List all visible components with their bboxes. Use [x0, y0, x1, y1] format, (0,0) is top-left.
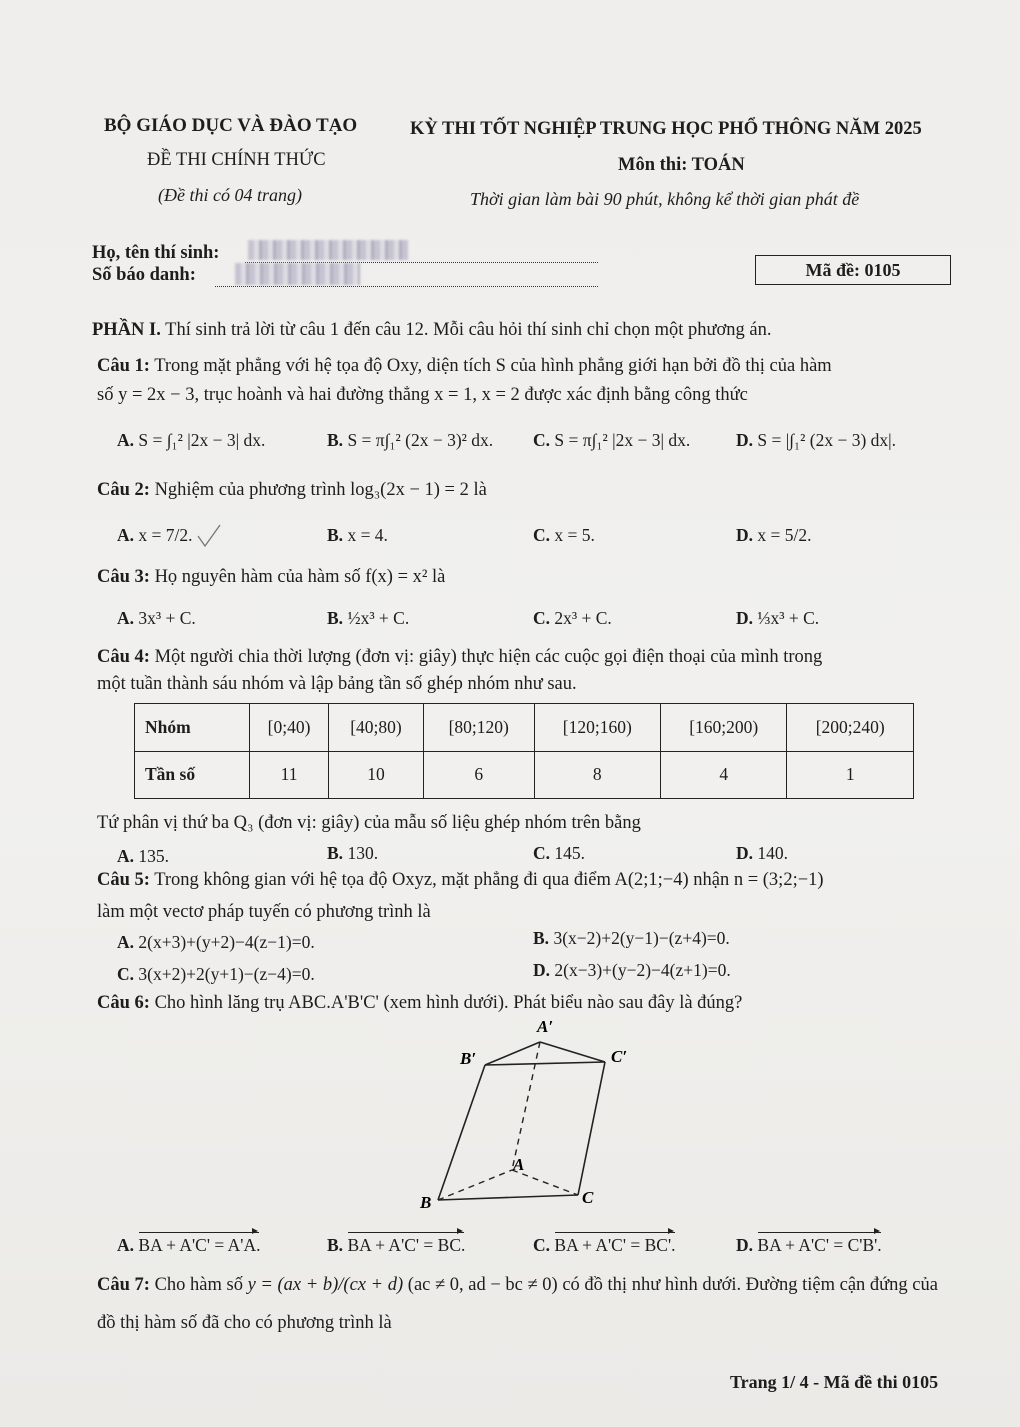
- label-c: C: [582, 1188, 594, 1207]
- question-5: Câu 5: Trong không gian với hệ tọa độ Oxyz, mặt phẳng đi qua điểm A(2;1;−4) nhận n = (3;2;−1): [97, 870, 824, 890]
- label-b-prime: B′: [460, 1049, 477, 1068]
- label-a: A: [513, 1155, 525, 1174]
- q4-option-a[interactable]: A. 135.: [117, 846, 170, 866]
- candidate-name-label: Họ, tên thí sinh:: [92, 243, 220, 263]
- redacted-name: [248, 240, 408, 260]
- table-cell: [160;200): [661, 704, 787, 752]
- question-1: Câu 1: Trong mặt phẳng với hệ tọa độ Oxy, diện tích S của hình phẳng giới hạn bởi đồ thị của hàm: [97, 356, 832, 376]
- question-5-line2: làm một vectơ pháp tuyến có phương trình là: [97, 902, 431, 922]
- q5-option-a[interactable]: A. 2(x+3)+(y+2)−4(z−1)=0.: [117, 932, 315, 952]
- q2-option-c[interactable]: C. x = 5.: [533, 525, 595, 545]
- question-4-ask: Tứ phân vị thứ ba Q₃ (đơn vị: giây) của mẫu số liệu ghép nhóm trên bằng: [97, 813, 641, 833]
- label-c-prime: C′: [611, 1047, 628, 1066]
- table-cell: 11: [250, 751, 329, 799]
- table-cell: 10: [329, 751, 424, 799]
- table-cell: 1: [787, 751, 914, 799]
- ministry-name: BỘ GIÁO DỤC VÀ ĐÀO TẠO: [104, 115, 358, 136]
- exam-code-box: Mã đề: 0105: [755, 255, 951, 285]
- redacted-id: [235, 263, 360, 285]
- table-header-frequency: Tần số: [135, 751, 250, 799]
- q3-option-c[interactable]: C. 2x³ + C.: [533, 608, 612, 628]
- q5-option-c[interactable]: C. 3(x+2)+2(y+1)−(z−4)=0.: [117, 964, 315, 984]
- question-6: Câu 6: Cho hình lăng trụ ABC.A'B'C' (xem hình dưới). Phát biểu nào sau đây là đúng?: [97, 993, 743, 1013]
- part1-instruction: PHẦN I. Thí sinh trả lời từ câu 1 đến câu 12. Mỗi câu hỏi thí sinh chỉ chọn một phương án.: [92, 320, 772, 340]
- pencil-check-mark: [195, 522, 223, 550]
- q1-option-d[interactable]: D. S = |∫₁² (2x − 3) dx|.: [736, 430, 897, 450]
- page-footer: Trang 1/ 4 - Mã đề thi 0105: [730, 1372, 939, 1392]
- table-cell: [200;240): [787, 704, 914, 752]
- q2-option-b[interactable]: B. x = 4.: [327, 525, 388, 545]
- label-a-prime: A′: [537, 1017, 554, 1036]
- q2-option-a[interactable]: A. x = 7/2.: [117, 525, 193, 545]
- question-3: Câu 3: Họ nguyên hàm của hàm số f(x) = x² là: [97, 567, 446, 587]
- candidate-id-label: Số báo danh:: [92, 265, 196, 285]
- label-b: B: [420, 1193, 432, 1212]
- table-row-groups: [135, 704, 914, 752]
- question-7-line2: đồ thị hàm số đã cho có phương trình là: [97, 1313, 392, 1333]
- table-cell: [0;40): [250, 704, 329, 752]
- q2-option-d[interactable]: D. x = 5/2.: [736, 525, 812, 545]
- prism-figure: [400, 1010, 640, 1220]
- question-4: Câu 4: Một người chia thời lượng (đơn vị: giây) thực hiện các cuộc gọi điện thoại của mình trong: [97, 647, 823, 667]
- question-1-line2: số y = 2x − 3, trục hoành và hai đường thẳng x = 1, x = 2 được xác định bằng công thức: [97, 385, 748, 405]
- q1-option-b[interactable]: B. S = π∫₁² (2x − 3)² dx.: [327, 430, 494, 450]
- table-cell: 4: [661, 751, 787, 799]
- official-label: ĐỀ THI CHÍNH THỨC: [147, 150, 326, 170]
- table-cell: 6: [423, 751, 534, 799]
- exam-title: KỲ THI TỐT NGHIỆP TRUNG HỌC PHỔ THÔNG NĂM 2025: [410, 119, 922, 139]
- q3-option-b[interactable]: B. ½x³ + C.: [327, 608, 410, 628]
- q6-option-b[interactable]: B. BA + A'C' = BC.: [327, 1235, 466, 1255]
- q4-option-b[interactable]: B. 130.: [327, 843, 379, 863]
- page-count-note: (Đề thi có 04 trang): [158, 185, 302, 205]
- q6-option-d[interactable]: D. BA + A'C' = C'B'.: [736, 1235, 882, 1255]
- table-cell: 8: [534, 751, 660, 799]
- table-cell: [80;120): [423, 704, 534, 752]
- q5-option-d[interactable]: D. 2(x−3)+(y−2)−4(z+1)=0.: [533, 960, 731, 980]
- time-note: Thời gian làm bài 90 phút, không kể thời gian phát đề: [470, 189, 860, 209]
- question-7: Câu 7: Cho hàm số y = (ax + b)/(cx + d) (ac ≠ 0, ad − bc ≠ 0) có đồ thị như hình dưới. Đường tiệm cận đứng của: [97, 1275, 938, 1295]
- frequency-table: [134, 703, 914, 799]
- question-4-line2: một tuần thành sáu nhóm và lập bảng tần số ghép nhóm như sau.: [97, 674, 577, 694]
- q4-option-d[interactable]: D. 140.: [736, 843, 789, 863]
- q5-option-b[interactable]: B. 3(x−2)+2(y−1)−(z+4)=0.: [533, 928, 730, 948]
- q1-option-c[interactable]: C. S = π∫₁² |2x − 3| dx.: [533, 430, 691, 450]
- question-2: Câu 2: Nghiệm của phương trình log₃(2x − 1) = 2 là: [97, 480, 487, 500]
- q6-option-c[interactable]: C. BA + A'C' = BC'.: [533, 1235, 676, 1255]
- q3-option-d[interactable]: D. ⅓x³ + C.: [736, 608, 820, 628]
- table-header-group: Nhóm: [135, 704, 250, 752]
- table-cell: [40;80): [329, 704, 424, 752]
- subject-label: Môn thi: TOÁN: [618, 155, 745, 175]
- table-row-frequency: [135, 751, 914, 799]
- table-cell: [120;160): [534, 704, 660, 752]
- q4-option-c[interactable]: C. 145.: [533, 843, 586, 863]
- q6-option-a[interactable]: A. BA + A'C' = A'A.: [117, 1235, 261, 1255]
- q1-option-a[interactable]: A. S = ∫₁² |2x − 3| dx.: [117, 430, 266, 450]
- q3-option-a[interactable]: A. 3x³ + C.: [117, 608, 196, 628]
